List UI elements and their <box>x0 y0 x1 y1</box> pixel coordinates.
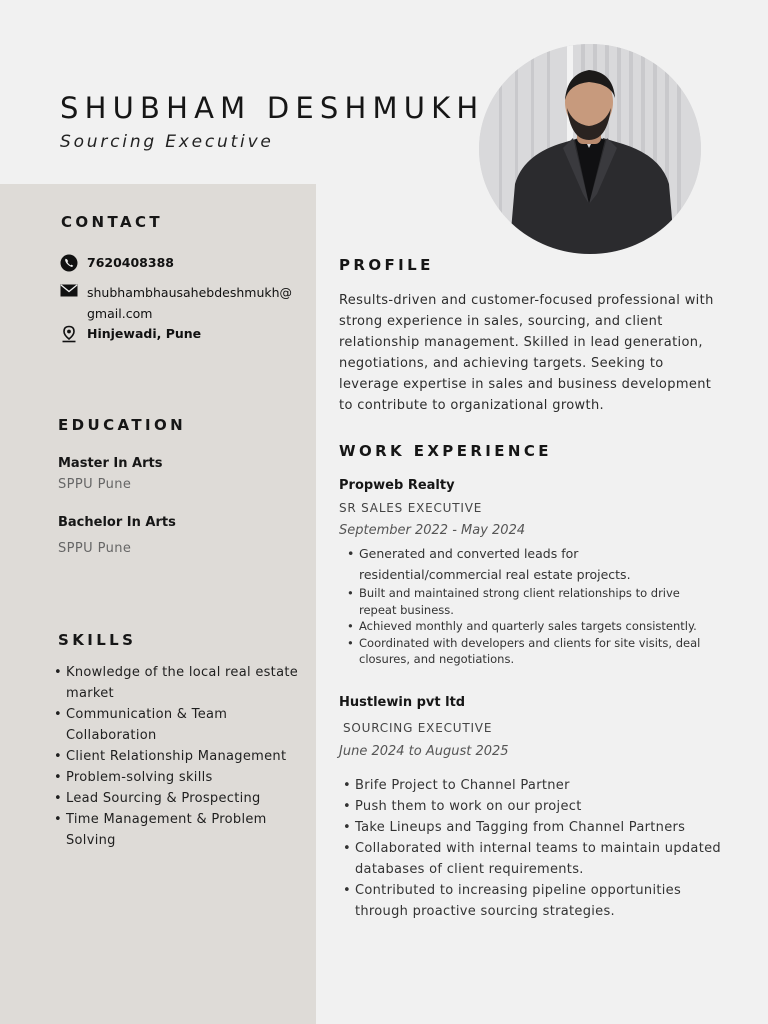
profile-summary: Results-driven and customer-focused professional with strong experience in sales, sourcing, and client relationship management. Skilled in lead generation, negotiations, and achieving targets. Seeking to leverage expertise in sales and business development to contribute to organizational growth. <box>339 293 714 413</box>
skills-list <box>54 662 299 851</box>
education-heading: EDUCATION <box>58 416 187 434</box>
job-bullets <box>343 775 723 922</box>
job-bullet: • Brife Project to Channel Partner <box>343 775 723 796</box>
contact-email[interactable] <box>60 282 292 324</box>
phone-number: 7620408388 <box>87 255 174 270</box>
work-experience-heading: WORK EXPERIENCE <box>339 442 552 460</box>
company-name: Hustlewin pvt ltd <box>339 695 466 710</box>
contact-heading: CONTACT <box>61 213 164 231</box>
phone-icon <box>60 254 78 272</box>
contact-location <box>60 325 201 343</box>
job-dates: June 2024 to August 2025 <box>339 744 509 759</box>
job-bullet: • Coordinated with developers and clients for site visits, deal closures, and negotiations. <box>347 635 717 668</box>
contact-phone[interactable] <box>60 254 174 272</box>
job-bullets <box>347 543 717 668</box>
job-bullet: • Built and maintained strong client relationships to drive repeat business. <box>347 585 717 618</box>
skill-item: • Time Management & Problem Solving <box>54 809 299 851</box>
job-bullet: • Generated and converted leads for residential/commercial real estate projects. <box>347 543 717 585</box>
skill-item: • Lead Sourcing & Prospecting <box>54 788 299 809</box>
job-bullet: • Achieved monthly and quarterly sales targets consistently. <box>347 618 717 635</box>
education-school: SPPU Pune <box>58 541 132 556</box>
company-name: Propweb Realty <box>339 478 455 493</box>
mail-icon <box>60 282 78 300</box>
location-pin-icon <box>60 325 78 343</box>
job-bullet: • Contributed to increasing pipeline opportunities through proactive sourcing strategies. <box>343 880 723 922</box>
education-degree: Bachelor In Arts <box>58 515 176 530</box>
profile-photo <box>479 44 701 254</box>
job-dates: September 2022 - May 2024 <box>339 523 526 538</box>
job-bullet: • Push them to work on our project <box>343 796 723 817</box>
job-title: SOURCING EXECUTIVE <box>343 721 493 735</box>
job-title: SR SALES EXECUTIVE <box>339 501 483 515</box>
education-degree: Master In Arts <box>58 456 163 471</box>
location-text: Hinjewadi, Pune <box>87 326 202 341</box>
skill-item: • Client Relationship Management <box>54 746 299 767</box>
skill-item: • Problem-solving skills <box>54 767 299 788</box>
skill-item: • Communication & Team Collaboration <box>54 704 299 746</box>
email-line-2: gmail.com <box>87 306 153 321</box>
skill-item: • Knowledge of the local real estate market <box>54 662 299 704</box>
profile-heading: PROFILE <box>339 256 434 274</box>
job-bullet: • Collaborated with internal teams to maintain updated databases of client requirements. <box>343 838 723 880</box>
skills-heading: SKILLS <box>58 631 137 649</box>
email-line-1: shubhambhausahebdeshmukh@ <box>87 285 293 300</box>
candidate-name: SHUBHAM DESHMUKH <box>60 91 485 125</box>
job-bullet: • Take Lineups and Tagging from Channel Partners <box>343 817 723 838</box>
candidate-role: Sourcing Executive <box>60 132 274 152</box>
education-school: SPPU Pune <box>58 477 132 492</box>
